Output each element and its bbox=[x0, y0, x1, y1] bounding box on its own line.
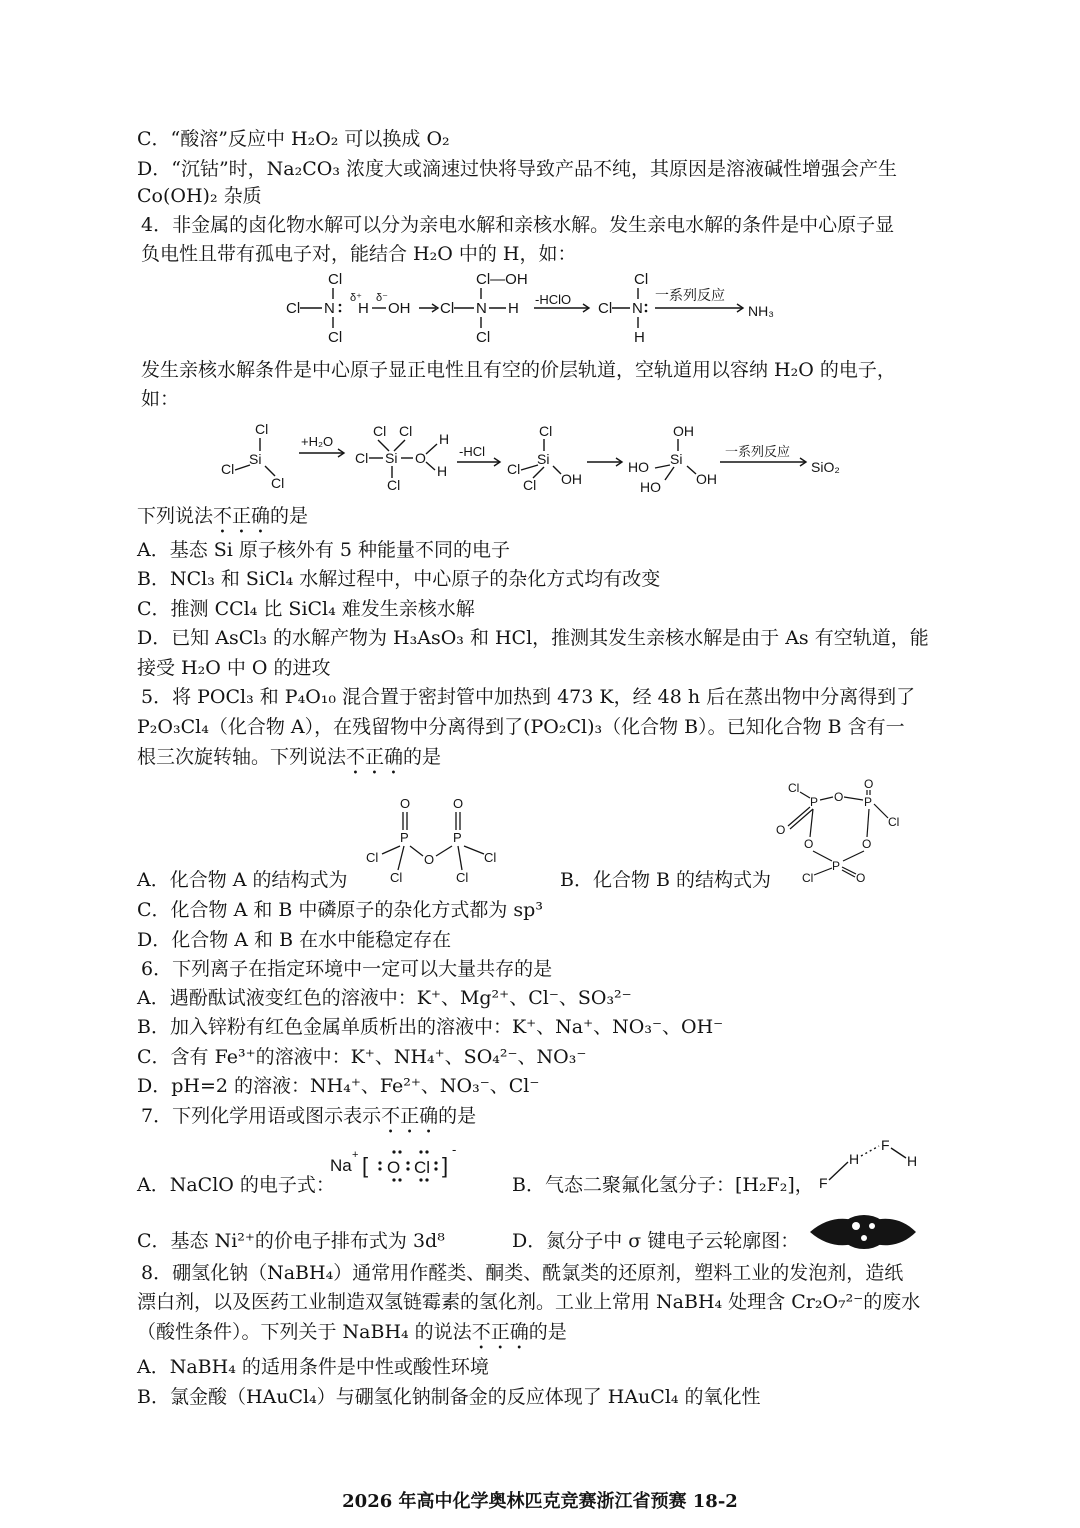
atom-si: Si bbox=[249, 451, 262, 467]
group-oh: OH bbox=[673, 423, 694, 439]
atom-o: O bbox=[776, 823, 786, 837]
q5-stem-line3: 根三次旋转轴。下列说法不正确的是 bbox=[137, 746, 442, 768]
charge-minus: - bbox=[452, 1142, 457, 1157]
atom-h: H bbox=[437, 463, 448, 479]
q5-stem-line2: P₂O₃Cl₄（化合物 A），在残留物中分离得到了(PO₂Cl)₃（化合物 B）。已知化合物 B 含有一 bbox=[137, 716, 905, 738]
delta-plus: δ⁺ bbox=[350, 292, 362, 304]
group-ho: HO bbox=[640, 479, 661, 495]
atom-p: P bbox=[810, 795, 819, 809]
atom-h: H bbox=[508, 300, 519, 317]
atom-o: O bbox=[415, 450, 426, 466]
atom-o: O bbox=[400, 796, 411, 811]
group-oh: OH bbox=[696, 471, 717, 487]
atom-cl: Cl bbox=[221, 461, 235, 477]
naclo-lewis-structure bbox=[328, 1140, 478, 1190]
q5-option-c: C．化合物 A 和 B 中磷原子的杂化方式都为 sp³ bbox=[137, 899, 543, 921]
q4-option-b: B．NCl₃ 和 SiCl₄ 水解过程中，中心原子的杂化方式均有改变 bbox=[137, 568, 661, 590]
q8-option-b: B．氯金酸（HAuCl₄）与硼氢化钠制备金的反应体现了 HAuCl₄ 的氧化性 bbox=[137, 1386, 761, 1408]
reagent-minus-hclo: -HClO bbox=[535, 292, 572, 307]
atom-o: O bbox=[864, 777, 874, 791]
q3-option-d-line2: Co(OH)₂ 杂质 bbox=[137, 185, 262, 207]
atom-cl: Cl bbox=[802, 871, 814, 885]
atom-cl: Cl bbox=[888, 815, 900, 829]
atom-na: Na bbox=[330, 1156, 352, 1175]
atom-si: Si bbox=[670, 451, 683, 467]
atom-o: O bbox=[453, 796, 464, 811]
q8-stem-line2: 漂白剂，以及医药工业制造双氢链霉素的氢化剂。工业上常用 NaBH₄ 处理含 Cr₂O₇²⁻的废水 bbox=[137, 1291, 921, 1313]
q7-option-a: A．NaClO 的电子式： bbox=[137, 1174, 335, 1196]
group-cl-oh: Cl—OH bbox=[476, 271, 528, 288]
q3-option-d-line1: D．“沉钴”时，Na₂CO₃ 浓度大或滴速过快将导致产品不纯，其原因是溶液碱性增强会产生 bbox=[137, 158, 898, 180]
atom-p: P bbox=[832, 859, 841, 873]
atom-h: H bbox=[358, 300, 369, 317]
atom-f: F bbox=[819, 1175, 828, 1191]
atom-h: H bbox=[849, 1151, 860, 1167]
q4-option-a: A．基态 Si 原子核外有 5 种能量不同的电子 bbox=[137, 539, 511, 561]
atom-cl: Cl bbox=[286, 300, 301, 317]
atom-p: P bbox=[453, 830, 462, 845]
q4-option-c: C．推测 CCl₄ 比 SiCl₄ 难发生亲核水解 bbox=[137, 598, 475, 620]
atom-si: Si bbox=[385, 450, 398, 466]
atom-o: O bbox=[834, 790, 844, 804]
reagent-series: 一系列反应 bbox=[655, 287, 725, 303]
group-oh: OH bbox=[388, 300, 411, 317]
q4-question: 下列说法不正确的是 bbox=[137, 505, 309, 527]
ncl3-hydrolysis-scheme bbox=[280, 268, 800, 348]
reagent-minus-hcl: -HCl bbox=[459, 444, 485, 459]
atom-o: O bbox=[862, 837, 872, 851]
atom-cl: Cl bbox=[634, 271, 649, 288]
atom-cl: Cl bbox=[373, 423, 387, 439]
atom-cl: Cl bbox=[271, 475, 285, 491]
q5-stem-line1: 5．将 POCl₃ 和 P₄O₁₀ 混合置于密封管中加热到 473 K，经 48 h 后在蒸出物中分离得到了 bbox=[141, 686, 916, 708]
group-ho: HO bbox=[628, 459, 649, 475]
q6-option-a: A．遇酚酞试液变红色的溶液中：K⁺、Mg²⁺、Cl⁻、SO₃²⁻ bbox=[137, 987, 632, 1009]
compound-b-structure bbox=[770, 774, 920, 890]
atom-o: O bbox=[856, 871, 866, 885]
sigma-bond-cloud-diagram bbox=[808, 1210, 918, 1254]
atom-o: O bbox=[424, 852, 435, 867]
compound-a-structure bbox=[360, 790, 510, 890]
q8-option-a: A．NaBH₄ 的适用条件是中性或酸性环境 bbox=[137, 1356, 489, 1378]
atom-h: H bbox=[634, 329, 645, 346]
q8-stem-line1: 8．硼氢化钠（NaBH₄）通常用作醛类、酮类、酰氯类的还原剂，塑料工业的发泡剂，造纸 bbox=[141, 1262, 904, 1284]
atom-cl: Cl bbox=[440, 300, 455, 317]
atom-o: O bbox=[804, 837, 814, 851]
q4-option-d-line1: D．已知 AsCl₃ 的水解产物为 H₃AsO₃ 和 HCl，推测其发生亲核水解是由于 As 有空轨道，能 bbox=[137, 627, 929, 649]
atom-cl: Cl bbox=[598, 300, 613, 317]
q7-option-c: C．基态 Ni²⁺的价电子排布式为 3d⁸ bbox=[137, 1230, 445, 1252]
atom-cl: Cl bbox=[484, 850, 497, 865]
q5-option-d: D．化合物 A 和 B 在水中能稳定存在 bbox=[137, 929, 452, 951]
atom-cl: Cl bbox=[476, 329, 491, 346]
svg-text:]: ] bbox=[442, 1153, 449, 1178]
svg-text:[: [ bbox=[362, 1153, 369, 1178]
atom-n: N bbox=[324, 300, 335, 317]
reagent-series: 一系列反应 bbox=[725, 444, 791, 459]
atom-cl: Cl bbox=[788, 781, 800, 795]
q7-option-d: D．氮分子中 σ 键电子云轮廓图： bbox=[512, 1230, 800, 1252]
group-oh: OH bbox=[561, 471, 582, 487]
q8-stem-line3: （酸性条件）。下列关于 NaBH₄ 的说法不正确的是 bbox=[137, 1321, 567, 1343]
q6-option-d: D．pH=2 的溶液：NH₄⁺、Fe²⁺、NO₃⁻、Cl⁻ bbox=[137, 1075, 540, 1097]
atom-cl: Cl bbox=[399, 423, 413, 439]
reagent-plus-h2o: +H₂O bbox=[301, 434, 334, 449]
atom-cl: Cl bbox=[355, 450, 369, 466]
product-sio2: SiO₂ bbox=[811, 459, 840, 475]
atom-cl: Cl bbox=[328, 271, 343, 288]
q3-option-c: C．“酸溶”反应中 H₂O₂ 可以换成 O₂ bbox=[137, 128, 450, 150]
atom-o: O bbox=[387, 1158, 401, 1177]
q7-option-b: B．气态二聚氟化氢分子：[H₂F₂]， bbox=[512, 1174, 814, 1196]
atom-cl: Cl bbox=[390, 870, 403, 885]
atom-cl: Cl bbox=[366, 850, 379, 865]
atom-f: F bbox=[881, 1137, 890, 1153]
q6-option-c: C．含有 Fe³⁺的溶液中：K⁺、NH₄⁺、SO₄²⁻、NO₃⁻ bbox=[137, 1046, 587, 1068]
atom-p: P bbox=[400, 830, 409, 845]
q7-stem: 7．下列化学用语或图示表示不正确的是 bbox=[141, 1105, 477, 1127]
atom-si: Si bbox=[537, 451, 550, 467]
sicl4-hydrolysis-scheme bbox=[215, 418, 855, 500]
q4-stem-line2: 负电性且带有孤电子对，能结合 H₂O 中的 H，如： bbox=[141, 243, 577, 265]
page-footer: 2026 年高中化学奥林匹克竞赛浙江省预赛 18-2 bbox=[342, 1491, 738, 1512]
atom-n: N bbox=[476, 300, 487, 317]
atom-h: H bbox=[907, 1153, 918, 1169]
q5-option-a: A．化合物 A 的结构式为 bbox=[137, 869, 348, 891]
atom-n: N bbox=[632, 300, 643, 317]
atom-cl: Cl bbox=[456, 870, 469, 885]
q4-mid-line1: 发生亲核水解条件是中心原子显正电性且有空的价层轨道，空轨道用以容纳 H₂O 的电子， bbox=[141, 359, 896, 381]
q4-option-d-line2: 接受 H₂O 中 O 的进攻 bbox=[137, 657, 331, 679]
h2f2-dimer-diagram bbox=[815, 1134, 925, 1192]
q5-option-b: B．化合物 B 的结构式为 bbox=[560, 869, 772, 891]
atom-cl: Cl bbox=[387, 477, 401, 493]
atom-cl: Cl bbox=[255, 421, 269, 437]
product-nh3: NH₃ bbox=[748, 303, 774, 319]
atom-cl: Cl bbox=[539, 423, 553, 439]
atom-h: H bbox=[439, 431, 450, 447]
q6-stem: 6．下列离子在指定环境中一定可以大量共存的是 bbox=[141, 958, 553, 980]
charge-plus: + bbox=[352, 1149, 359, 1161]
atom-cl: Cl bbox=[507, 461, 521, 477]
q4-mid-line2: 如： bbox=[141, 388, 180, 410]
atom-p: P bbox=[864, 795, 873, 809]
q6-option-b: B．加入锌粉有红色金属单质析出的溶液中：K⁺、Na⁺、NO₃⁻、OH⁻ bbox=[137, 1016, 724, 1038]
delta-minus: δ⁻ bbox=[376, 292, 388, 304]
q4-stem-line1: 4．非金属的卤化物水解可以分为亲电水解和亲核水解。发生亲电水解的条件是中心原子显 bbox=[141, 214, 895, 236]
atom-cl: Cl bbox=[523, 477, 537, 493]
atom-cl: Cl bbox=[328, 329, 343, 346]
atom-cl: Cl bbox=[414, 1158, 431, 1177]
